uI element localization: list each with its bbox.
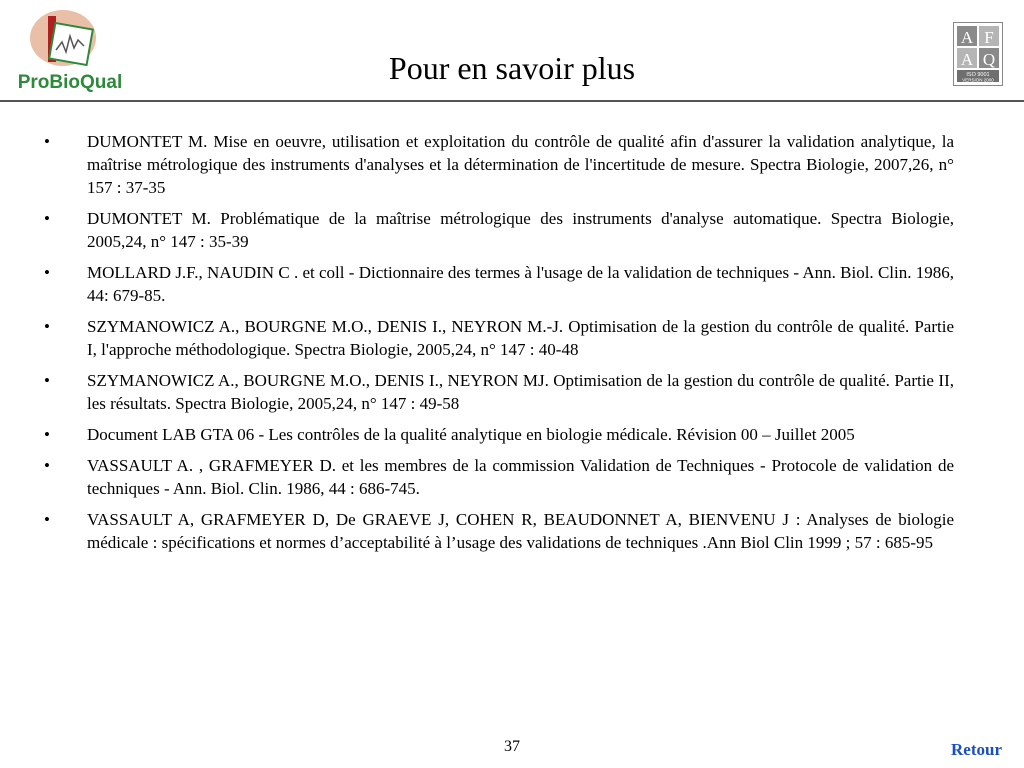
list-item xyxy=(44,261,954,307)
reference-list xyxy=(44,130,954,562)
header-divider xyxy=(0,100,1024,102)
svg-text:A: A xyxy=(960,50,974,69)
list-item xyxy=(44,207,954,253)
slide-header xyxy=(0,0,1024,102)
afaq-logo xyxy=(953,22,1003,86)
reference-text: VASSAULT A. , GRAFMEYER D. et les membres de la commission Validation de Techniques - Protocole de validation de techniques - Ann. Biol. Clin. 1986, 44 : 686-745. xyxy=(87,456,954,498)
list-item xyxy=(44,130,954,199)
svg-text:F: F xyxy=(984,28,994,47)
bullet-icon: • xyxy=(44,263,50,282)
svg-text:ISO 9001: ISO 9001 xyxy=(966,72,990,78)
list-item xyxy=(44,315,954,361)
bullet-icon: • xyxy=(44,132,50,151)
logo-text: ProBioQual xyxy=(17,72,123,93)
svg-text:Q: Q xyxy=(982,50,996,69)
page-title: Pour en savoir plus xyxy=(388,50,636,86)
list-item xyxy=(44,508,954,554)
reference-text: SZYMANOWICZ A., BOURGNE M.O., DENIS I., NEYRON M.-J. Optimisation de la gestion du contrôle de qualité. Partie I, l'approche méthodologique. Spectra Biologie, 2005,24, n° 147 : 40-48 xyxy=(87,317,954,359)
reference-text: MOLLARD J.F., NAUDIN C . et coll - Dictionnaire des termes à l'usage de la validation de techniques - Ann. Biol. Clin. 1986, 44: 679-85. xyxy=(87,263,954,305)
list-item xyxy=(44,454,954,500)
svg-text:A: A xyxy=(960,28,974,47)
svg-text:VERSION 2000: VERSION 2000 xyxy=(962,77,994,83)
reference-text: VASSAULT A, GRAFMEYER D, De GRAEVE J, COHEN R, BEAUDONNET A, BIENVENU J : Analyses de biologie médicale : spécifications et normes d’acceptabilité à l’usage des validations de techniques .Ann Biol Clin 1999 ; 57 : 685-95 xyxy=(87,510,954,552)
bullet-icon: • xyxy=(44,317,50,336)
retour-link[interactable]: Retour xyxy=(951,740,1002,759)
reference-text: Document LAB GTA 06 - Les contrôles de la qualité analytique en biologie médicale. Révision 00 – Juillet 2005 xyxy=(87,425,855,444)
list-item xyxy=(44,423,954,446)
bullet-icon: • xyxy=(44,371,50,390)
page-number: 37 xyxy=(504,738,520,755)
bullet-icon: • xyxy=(44,456,50,475)
reference-text: DUMONTET M. Mise en oeuvre, utilisation et exploitation du contrôle de qualité afin d'assurer la validation analytique, la maîtrise métrologique des instruments d'analyses et la détermination de l'incertitude de mesure. Spectra Biologie, 2007,26, n° 157 : 37-35 xyxy=(87,132,954,197)
bullet-icon: • xyxy=(44,425,50,444)
list-item xyxy=(44,369,954,415)
reference-text: SZYMANOWICZ A., BOURGNE M.O., DENIS I., NEYRON MJ. Optimisation de la gestion du contrôle de qualité. Partie II, les résultats. Spectra Biologie, 2005,24, n° 147 : 49-58 xyxy=(87,371,954,413)
bullet-icon: • xyxy=(44,209,50,228)
reference-text: DUMONTET M. Problématique de la maîtrise métrologique des instruments d'analyse automatique. Spectra Biologie, 2005,24, n° 147 : 35-39 xyxy=(87,209,954,251)
bullet-icon: • xyxy=(44,510,50,529)
